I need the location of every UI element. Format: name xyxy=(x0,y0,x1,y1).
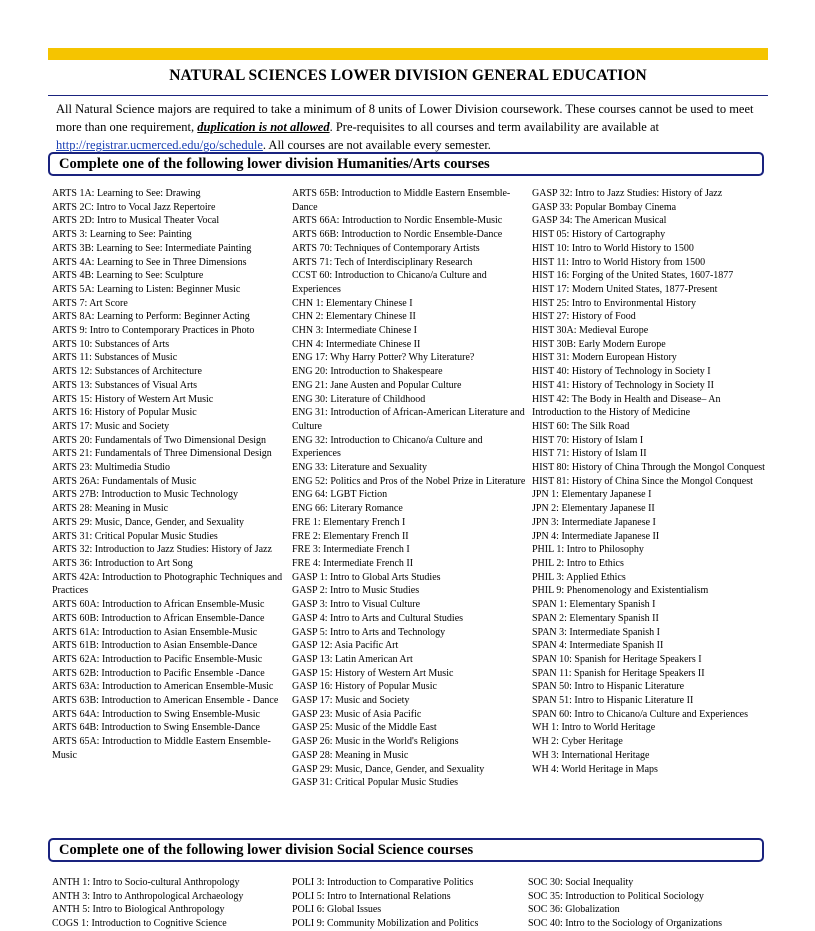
course-item: ARTS 27B: Introduction to Music Technology xyxy=(52,489,239,501)
course-item: ARTS 65B: Introduction to Middle Eastern Ensemble-Dance xyxy=(292,188,511,213)
course-item: ARTS 8A: Learning to Perform: Beginner Acting xyxy=(52,311,250,323)
course-item: SOC 35: Introduction to Political Sociology xyxy=(528,890,704,902)
course-item: HIST 71: History of Islam II xyxy=(532,448,647,460)
course-item: COGS 1: Introduction to Cognitive Science xyxy=(52,918,227,930)
course-item: WH 2: Cyber Heritage xyxy=(532,736,623,748)
social-science-column-2 xyxy=(292,876,528,931)
course-item: ARTS 10: Substances of Arts xyxy=(52,338,170,350)
course-item: SPAN 11: Spanish for Heritage Speakers II xyxy=(532,667,705,679)
course-item: GASP 29: Music, Dance, Gender, and Sexuality xyxy=(292,763,485,775)
course-item: GASP 3: Intro to Visual Culture xyxy=(292,599,421,611)
course-item: ARTS 5A: Learning to Listen: Beginner Music xyxy=(52,283,241,295)
course-item: ARTS 3: Learning to See: Painting xyxy=(52,229,192,241)
course-item: ARTS 26A: Fundamentals of Music xyxy=(52,475,197,487)
course-item: HIST 30A: Medieval Europe xyxy=(532,325,649,337)
course-item: HIST 31: Modern European History xyxy=(532,352,677,364)
course-item: ARTS 64A: Introduction to Swing Ensemble-Music xyxy=(52,708,260,720)
course-item: JPN 3: Intermediate Japanese I xyxy=(532,516,656,528)
course-item: ARTS 2C: Intro to Vocal Jazz Repertoire xyxy=(52,201,216,213)
title-divider xyxy=(48,95,768,96)
course-item: WH 3: International Heritage xyxy=(532,749,650,761)
course-item: HIST 16: Forging of the United States, 1607-1877 xyxy=(532,270,734,282)
course-item: ARTS 63A: Introduction to American Ensemble-Music xyxy=(52,681,274,693)
course-item: GASP 31: Critical Popular Music Studies xyxy=(292,777,459,789)
course-item: ARTS 66A: Introduction to Nordic Ensemble-Music xyxy=(292,215,503,227)
course-item: CHN 4: Intermediate Chinese II xyxy=(292,338,421,350)
course-item: ARTS 3B: Learning to See: Intermediate Painting xyxy=(52,242,252,254)
course-item: PHIL 1: Intro to Philosophy xyxy=(532,544,644,556)
course-item: HIST 60: The Silk Road xyxy=(532,420,630,432)
course-item: HIST 25: Intro to Environmental History xyxy=(532,297,696,309)
course-item: SPAN 1: Elementary Spanish I xyxy=(532,599,656,611)
course-item: GASP 17: Music and Society xyxy=(292,695,410,707)
course-item: GASP 32: Intro to Jazz Studies: History of Jazz xyxy=(532,188,723,199)
course-item: SPAN 51: Intro to Hispanic Literature II xyxy=(532,695,694,707)
course-item: GASP 16: History of Popular Music xyxy=(292,681,437,693)
course-item: ARTS 61B: Introduction to Asian Ensemble-Dance xyxy=(52,640,258,652)
course-item: SPAN 10: Spanish for Heritage Speakers I xyxy=(532,653,702,665)
course-item: ARTS 62B: Introduction to Pacific Ensemble -Dance xyxy=(52,667,265,679)
intro-paragraph xyxy=(56,100,762,154)
course-item: ARTS 23: Multimedia Studio xyxy=(52,462,171,474)
course-item: POLI 9: Community Mobilization and Politics xyxy=(292,918,479,930)
course-item: GASP 15: History of Western Art Music xyxy=(292,667,454,679)
accent-bar xyxy=(48,48,768,60)
course-item: SPAN 4: Intermediate Spanish II xyxy=(532,640,664,652)
course-item: ENG 66: Literary Romance xyxy=(292,503,403,515)
humanities-heading: Complete one of the following lower division Humanities/Arts courses xyxy=(48,152,764,176)
course-item: POLI 6: Global Issues xyxy=(292,904,382,916)
course-item: ARTS 60A: Introduction to African Ensemble-Music xyxy=(52,599,265,611)
course-item: HIST 05: History of Cartography xyxy=(532,229,666,241)
course-item: SPAN 50: Intro to Hispanic Literature xyxy=(532,681,685,693)
course-item: SPAN 60: Intro to Chicano/a Culture and Experiences xyxy=(532,708,748,720)
humanities-column-1 xyxy=(52,187,288,763)
course-item: HIST 17: Modern United States, 1877-Present xyxy=(532,283,718,295)
course-item: ARTS 21: Fundamentals of Three Dimensional Design xyxy=(52,448,272,460)
course-item: HIST 70: History of Islam I xyxy=(532,434,644,446)
course-item: ENG 17: Why Harry Potter? Why Literature? xyxy=(292,352,475,364)
course-item: CCST 60: Introduction to Chicano/a Culture and Experiences xyxy=(292,270,487,295)
course-item: PHIL 2: Intro to Ethics xyxy=(532,557,624,569)
course-item: ARTS 32: Introduction to Jazz Studies: History of Jazz xyxy=(52,544,272,556)
course-item: ARTS 4B: Learning to See: Sculpture xyxy=(52,270,204,282)
course-item: ARTS 12: Substances of Architecture xyxy=(52,366,202,378)
course-item: HIST 81: History of China Since the Mongol Conquest xyxy=(532,475,753,487)
course-item: ARTS 15: History of Western Art Music xyxy=(52,393,214,405)
course-item: SOC 40: Intro to the Sociology of Organizations xyxy=(528,918,722,930)
course-item: ENG 32: Introduction to Chicano/a Culture and Experiences xyxy=(292,434,483,460)
course-item: ARTS 13: Substances of Visual Arts xyxy=(52,379,198,391)
course-item: GASP 23: Music of Asia Pacific xyxy=(292,708,422,720)
course-item: HIST 80: History of China Through the Mongol Conquest xyxy=(532,462,765,474)
course-item: FRE 1: Elementary French I xyxy=(292,516,406,528)
social-science-heading: Complete one of the following lower division Social Science courses xyxy=(48,838,764,862)
course-item: ARTS 65A: Introduction to Middle Eastern Ensemble-Music xyxy=(52,736,271,761)
course-item: HIST 11: Intro to World History from 1500 xyxy=(532,256,706,268)
course-item: ENG 20: Introduction to Shakespeare xyxy=(292,366,443,378)
course-item: HIST 10: Intro to World History to 1500 xyxy=(532,242,694,254)
course-item: GASP 2: Intro to Music Studies xyxy=(292,585,420,597)
schedule-link[interactable]: http://registrar.ucmerced.edu/go/schedule xyxy=(56,138,263,152)
course-item: ANTH 1: Intro to Socio-cultural Anthropology xyxy=(52,877,240,888)
course-item: GASP 25: Music of the Middle East xyxy=(292,722,437,734)
course-item: ARTS 61A: Introduction to Asian Ensemble-Music xyxy=(52,626,258,638)
course-item: FRE 2: Elementary French II xyxy=(292,530,409,542)
course-item: PHIL 9: Phenomenology and Existentialism xyxy=(532,585,709,597)
course-item: POLI 5: Intro to International Relations xyxy=(292,890,451,902)
course-item: FRE 4: Intermediate French II xyxy=(292,557,414,569)
course-item: ARTS 62A: Introduction to Pacific Ensemble-Music xyxy=(52,653,263,665)
course-item: CHN 3: Intermediate Chinese I xyxy=(292,325,417,337)
course-item: ENG 21: Jane Austen and Popular Culture xyxy=(292,379,462,391)
course-item: FRE 3: Intermediate French I xyxy=(292,544,410,556)
intro-text-3: . All courses are not available every semester. xyxy=(262,138,491,152)
course-item: ARTS 28: Meaning in Music xyxy=(52,503,169,515)
humanities-column-3 xyxy=(532,187,768,776)
course-item: ARTS 42A: Introduction to Photographic Techniques and Practices xyxy=(52,571,283,597)
course-item: SPAN 2: Elementary Spanish II xyxy=(532,612,659,624)
course-item: ARTS 2D: Intro to Musical Theater Vocal xyxy=(52,215,220,227)
course-item: GASP 5: Intro to Arts and Technology xyxy=(292,626,446,638)
course-item: ARTS 16: History of Popular Music xyxy=(52,407,197,419)
course-item: JPN 2: Elementary Japanese II xyxy=(532,503,655,515)
intro-text-1: All Natural Science majors are required to take a minimum of 8 units of Lower Division coursework. These courses cannot be used to meet more than one requirement, xyxy=(56,102,754,134)
course-item: ARTS 63B: Introduction to American Ensemble - Dance xyxy=(52,695,279,707)
course-item: HIST 42: The Body in Health and Disease– An Introduction to the History of Medicine xyxy=(532,393,721,419)
course-item: ARTS 20: Fundamentals of Two Dimensional Design xyxy=(52,434,267,446)
social-science-column-1 xyxy=(52,876,288,931)
course-item: ARTS 29: Music, Dance, Gender, and Sexuality xyxy=(52,516,245,528)
course-item: SOC 30: Social Inequality xyxy=(528,877,634,888)
course-item: GASP 13: Latin American Art xyxy=(292,653,413,665)
course-item: PHIL 3: Applied Ethics xyxy=(532,571,626,583)
humanities-column-2 xyxy=(292,187,528,790)
course-item: GASP 28: Meaning in Music xyxy=(292,749,409,761)
social-science-column-3 xyxy=(528,876,768,931)
course-item: ARTS 71: Tech of Interdisciplinary Research xyxy=(292,256,473,268)
course-item: HIST 27: History of Food xyxy=(532,311,636,323)
course-item: SPAN 3: Intermediate Spanish I xyxy=(532,626,660,638)
course-item: ARTS 31: Critical Popular Music Studies xyxy=(52,530,218,542)
course-item: GASP 12: Asia Pacific Art xyxy=(292,640,399,652)
course-item: ARTS 70: Techniques of Contemporary Artists xyxy=(292,242,480,254)
course-item: ARTS 11: Substances of Music xyxy=(52,352,178,364)
course-item: HIST 30B: Early Modern Europe xyxy=(532,338,666,350)
course-item: GASP 33: Popular Bombay Cinema xyxy=(532,201,677,213)
course-item: GASP 34: The American Musical xyxy=(532,215,667,227)
course-item: ARTS 60B: Introduction to African Ensemble-Dance xyxy=(52,612,265,624)
course-item: ENG 33: Literature and Sexuality xyxy=(292,462,427,474)
course-item: POLI 3: Introduction to Comparative Politics xyxy=(292,877,474,888)
course-item: GASP 1: Intro to Global Arts Studies xyxy=(292,571,441,583)
course-item: WH 4: World Heritage in Maps xyxy=(532,763,658,775)
course-item: ENG 52: Politics and Pros of the Nobel Prize in Literature xyxy=(292,475,526,487)
course-item: SOC 36: Globalization xyxy=(528,904,620,916)
course-item: ARTS 9: Intro to Contemporary Practices in Photo xyxy=(52,325,255,337)
course-item: ENG 30: Literature of Childhood xyxy=(292,393,426,405)
duplication-notice: duplication is not allowed xyxy=(197,120,330,134)
course-item: CHN 1: Elementary Chinese I xyxy=(292,297,413,309)
intro-text-2: . Pre-requisites to all courses and term availability are available at xyxy=(329,120,659,134)
course-item: HIST 41: History of Technology in Society II xyxy=(532,379,714,391)
course-item: ARTS 7: Art Score xyxy=(52,297,128,309)
course-item: ARTS 17: Music and Society xyxy=(52,420,170,432)
course-item: HIST 40: History of Technology in Society I xyxy=(532,366,711,378)
course-item: JPN 1: Elementary Japanese I xyxy=(532,489,652,501)
course-item: ARTS 1A: Learning to See: Drawing xyxy=(52,188,201,199)
course-item: GASP 4: Intro to Arts and Cultural Studies xyxy=(292,612,464,624)
course-item: ANTH 5: Intro to Biological Anthropology xyxy=(52,904,225,916)
course-item: WH 1: Intro to World Heritage xyxy=(532,722,656,734)
course-item: ARTS 4A: Learning to See in Three Dimensions xyxy=(52,256,247,268)
course-item: GASP 26: Music in the World's Religions xyxy=(292,736,459,748)
page-title: NATURAL SCIENCES LOWER DIVISION GENERAL EDUCATION xyxy=(169,67,647,84)
course-item: ANTH 3: Intro to Anthropological Archaeology xyxy=(52,890,244,902)
course-item: ARTS 66B: Introduction to Nordic Ensemble-Dance xyxy=(292,229,503,241)
course-item: ENG 64: LGBT Fiction xyxy=(292,489,388,501)
course-item: CHN 2: Elementary Chinese II xyxy=(292,311,416,323)
course-item: JPN 4: Intermediate Japanese II xyxy=(532,530,660,542)
course-item: ENG 31: Introduction of African-American Literature and Culture xyxy=(292,407,525,432)
course-item: ARTS 64B: Introduction to Swing Ensemble-Dance xyxy=(52,722,260,734)
course-item: ARTS 36: Introduction to Art Song xyxy=(52,557,193,569)
